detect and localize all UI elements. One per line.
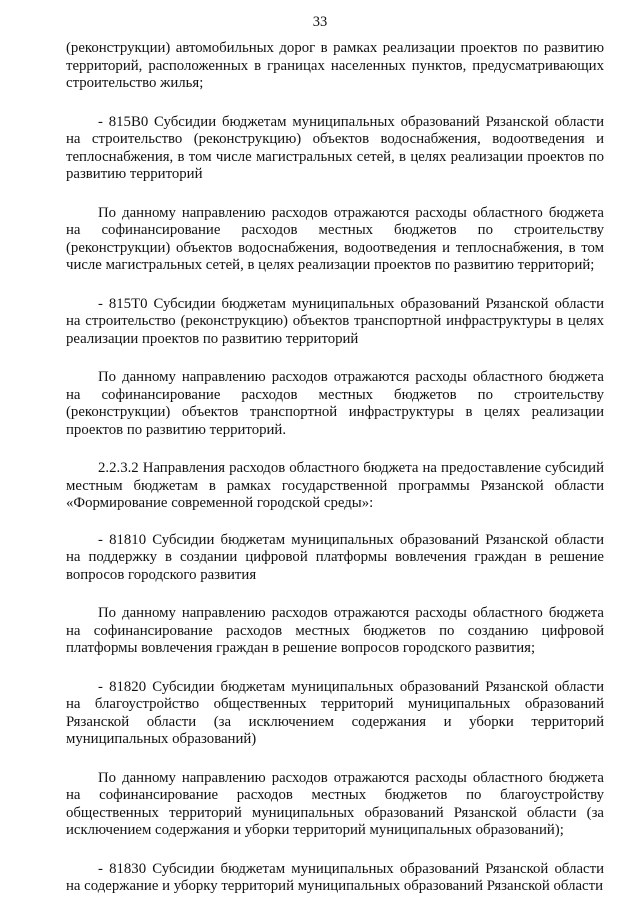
paragraph-subsidy-81810: - 81810 Субсидии бюджетам муниципальных образований Рязанской области на поддержку в создании цифровой платформы вовлечения граждан в решение вопросов городского развития [66, 531, 604, 583]
paragraph-expense-description: По данному направлению расходов отражаются расходы областного бюджета на софинансирование расходов местных бюджетов по благоустройству общественных территорий муниципальных образований Рязанской области (за исключением содержания и уборки территорий муниципальных образований); [66, 769, 604, 838]
paragraph-subsidy-81830: - 81830 Субсидии бюджетам муниципальных образований Рязанской области на содержание и уборку территорий муниципальных образований Рязанской области [66, 860, 604, 894]
page-number: 33 [312, 14, 328, 30]
paragraph-subsidy-81820: - 81820 Субсидии бюджетам муниципальных образований Рязанской области на благоустройство общественных территорий муниципальных образований Рязанской области (за исключением содержания и уборки территорий муниципальных образований) [66, 678, 604, 747]
section-heading-2-2-3-2: 2.2.3.2 Направления расходов областного бюджета на предоставление субсидий местным бюджетам в рамках государственной программы Рязанской области «Формирование современной городской среды»: [66, 460, 604, 511]
document-body [66, 40, 604, 896]
paragraph-subsidy-815T0: - 815Т0 Субсидии бюджетам муниципальных образований Рязанской области на строительство (реконструкцию) объектов транспортной инфраструктуры в целях реализации проектов по развитию территорий [66, 295, 604, 347]
paragraph-expense-description: По данному направлению расходов отражаются расходы областного бюджета на софинансирование расходов местных бюджетов по строительству (реконструкции) объектов водоснабжения, водоотведения и теплоснабжения, в том числе магистральных сетей, в целях реализации проектов по развитию территорий; [66, 204, 604, 273]
paragraph-expense-description: По данному направлению расходов отражаются расходы областного бюджета на софинансирование расходов местных бюджетов по созданию цифровой платформы вовлечения граждан в решение вопросов городского развития; [66, 605, 604, 656]
paragraph-subsidy-815B0: - 815В0 Субсидии бюджетам муниципальных образований Рязанской области на строительство (реконструкцию) объектов водоснабжения, водоотведения и теплоснабжения, в том числе магистральных сетей, в целях реализации проектов по развитию территорий [66, 113, 604, 182]
paragraph-continuation: (реконструкции) автомобильных дорог в рамках реализации проектов по развитию территорий, расположенных в границах населенных пунктов, предусматривающих строительство жилья; [66, 40, 604, 91]
paragraph-expense-description: По данному направлению расходов отражаются расходы областного бюджета на софинансирование расходов местных бюджетов по строительству (реконструкции) объектов транспортной инфраструктуры в целях реализации проектов по развитию территорий. [66, 369, 604, 438]
